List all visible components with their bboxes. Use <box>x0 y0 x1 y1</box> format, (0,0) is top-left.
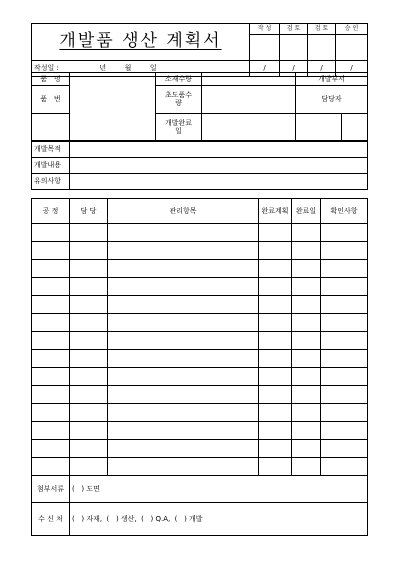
plan-cell-check[interactable] <box>321 386 368 404</box>
plan-cell-planned[interactable] <box>259 422 292 440</box>
plan-cell-planned[interactable] <box>259 224 292 242</box>
plan-cell-done-date[interactable] <box>292 368 321 386</box>
plan-table-row <box>32 350 368 368</box>
plan-cell-items[interactable] <box>108 350 259 368</box>
attach-label: 첨부서류 <box>32 476 70 503</box>
material-qty-label: 소재수량 <box>156 73 202 86</box>
plan-header-owner: 담 당 <box>70 199 108 224</box>
plan-table-row <box>32 278 368 296</box>
plan-cell-process[interactable] <box>32 242 70 260</box>
plan-cell-owner[interactable] <box>70 404 108 422</box>
plan-cell-check[interactable] <box>321 314 368 332</box>
plan-table-header-row <box>32 199 368 224</box>
purpose-value[interactable] <box>70 142 368 158</box>
plan-cell-owner[interactable] <box>70 386 108 404</box>
plan-cell-done-date[interactable] <box>292 458 321 476</box>
plan-table-body <box>32 224 368 476</box>
plan-cell-check[interactable] <box>321 422 368 440</box>
approval-sign-written[interactable] <box>250 35 280 61</box>
plan-cell-planned[interactable] <box>259 242 292 260</box>
approval-date-approve[interactable]: / <box>336 61 368 77</box>
plan-cell-items[interactable] <box>108 458 259 476</box>
plan-cell-owner[interactable] <box>70 440 108 458</box>
plan-cell-items[interactable] <box>108 314 259 332</box>
plan-table-row <box>32 332 368 350</box>
plan-cell-planned[interactable] <box>259 296 292 314</box>
plan-cell-owner[interactable] <box>70 422 108 440</box>
plan-cell-planned[interactable] <box>259 314 292 332</box>
plan-cell-planned[interactable] <box>259 260 292 278</box>
plan-cell-done-date[interactable] <box>292 350 321 368</box>
plan-table-row <box>32 314 368 332</box>
plan-cell-done-date[interactable] <box>292 296 321 314</box>
plan-cell-planned[interactable] <box>259 332 292 350</box>
plan-cell-items[interactable] <box>108 296 259 314</box>
plan-cell-check[interactable] <box>321 350 368 368</box>
plan-cell-check[interactable] <box>321 278 368 296</box>
plan-table-row <box>32 224 368 242</box>
plan-cell-done-date[interactable] <box>292 422 321 440</box>
plan-cell-planned[interactable] <box>259 458 292 476</box>
plan-cell-process[interactable] <box>32 458 70 476</box>
plan-cell-check[interactable] <box>321 260 368 278</box>
product-info-table <box>31 72 368 141</box>
plan-cell-items[interactable] <box>108 368 259 386</box>
plan-cell-items[interactable] <box>108 260 259 278</box>
content-label: 개발내용 <box>32 158 70 174</box>
document-title-cell <box>32 24 250 61</box>
approval-sign-review-2[interactable] <box>308 35 336 61</box>
plan-table-row <box>32 458 368 476</box>
plan-cell-items[interactable] <box>108 332 259 350</box>
written-date-month: 월 <box>124 64 132 73</box>
initial-qty-label: 초도품수량 <box>156 85 202 113</box>
plan-cell-owner[interactable] <box>70 350 108 368</box>
product-no-label: 품 번 <box>32 85 70 113</box>
plan-cell-check[interactable] <box>321 440 368 458</box>
plan-table-row <box>32 242 368 260</box>
approval-header-review-1: 검 토 <box>280 24 308 35</box>
plan-cell-planned[interactable] <box>259 350 292 368</box>
plan-cell-planned[interactable] <box>259 368 292 386</box>
caution-label: 유의사항 <box>32 174 70 190</box>
purpose-label: 개발목적 <box>32 142 70 158</box>
recipient-value[interactable]: ( ) 자재, ( ) 생산, ( ) Q.A, ( ) 개발 <box>70 503 368 536</box>
plan-header-process: 공 정 <box>32 199 70 224</box>
plan-cell-done-date[interactable] <box>292 386 321 404</box>
approval-header-written: 작 성 <box>250 24 280 35</box>
caution-value[interactable] <box>70 174 368 190</box>
plan-cell-items[interactable] <box>108 440 259 458</box>
approval-sign-review-1[interactable] <box>280 35 308 61</box>
written-date-label: 작성일 : <box>34 64 59 73</box>
recipient-label: 수 신 처 <box>32 503 70 536</box>
plan-cell-done-date[interactable] <box>292 224 321 242</box>
written-date-year: 년 <box>99 64 107 73</box>
dev-dept-label: 개발부서 <box>296 73 368 86</box>
plan-header-check: 확인사항 <box>321 199 368 224</box>
plan-cell-items[interactable] <box>108 386 259 404</box>
plan-table-row <box>32 260 368 278</box>
plan-cell-done-date[interactable] <box>292 332 321 350</box>
plan-cell-items[interactable] <box>108 224 259 242</box>
plan-cell-planned[interactable] <box>259 440 292 458</box>
plan-table-row <box>32 296 368 314</box>
manager-label: 담당자 <box>296 85 368 113</box>
approval-date-review-1[interactable]: / <box>280 61 308 77</box>
plan-cell-items[interactable] <box>108 404 259 422</box>
plan-cell-process[interactable] <box>32 350 70 368</box>
plan-cell-items[interactable] <box>108 278 259 296</box>
written-date-day: 일 <box>149 64 157 73</box>
plan-cell-process[interactable] <box>32 332 70 350</box>
header-table <box>31 23 368 77</box>
plan-table-row <box>32 422 368 440</box>
dev-done-label: 개발완료일 <box>156 114 202 141</box>
plan-cell-process[interactable] <box>32 440 70 458</box>
product-name-label: 품 명 <box>32 73 70 86</box>
material-qty-value[interactable] <box>202 73 296 86</box>
plan-cell-planned[interactable] <box>259 404 292 422</box>
plan-cell-process[interactable] <box>32 422 70 440</box>
attach-value[interactable]: ( ) 도면 <box>70 476 368 503</box>
initial-qty-value[interactable] <box>202 85 296 113</box>
plan-cell-check[interactable] <box>321 368 368 386</box>
plan-cell-process[interactable] <box>32 314 70 332</box>
plan-cell-check[interactable] <box>321 224 368 242</box>
plan-cell-process[interactable] <box>32 260 70 278</box>
plan-cell-done-date[interactable] <box>292 440 321 458</box>
plan-cell-owner[interactable] <box>70 368 108 386</box>
plan-cell-done-date[interactable] <box>292 242 321 260</box>
document-title: 개발품 생산 계획서 <box>59 31 222 52</box>
plan-cell-planned[interactable] <box>259 278 292 296</box>
plan-cell-owner[interactable] <box>70 242 108 260</box>
plan-cell-items[interactable] <box>108 242 259 260</box>
plan-cell-planned[interactable] <box>259 386 292 404</box>
dev-done-value[interactable] <box>202 114 296 141</box>
manager-value[interactable] <box>296 114 342 141</box>
plan-cell-owner[interactable] <box>70 278 108 296</box>
plan-table-row <box>32 368 368 386</box>
approval-date-review-2[interactable]: / <box>308 61 336 77</box>
plan-cell-owner[interactable] <box>70 296 108 314</box>
plan-cell-check[interactable] <box>321 242 368 260</box>
plan-cell-done-date[interactable] <box>292 278 321 296</box>
plan-cell-process[interactable] <box>32 368 70 386</box>
plan-cell-process[interactable] <box>32 224 70 242</box>
content-value[interactable] <box>70 158 368 174</box>
product-name-value[interactable] <box>70 73 156 141</box>
plan-cell-owner[interactable] <box>70 224 108 242</box>
plan-table-row <box>32 440 368 458</box>
approval-header-review-2: 검 토 <box>308 24 336 35</box>
plan-table-row <box>32 386 368 404</box>
approval-date-written[interactable]: / <box>250 61 280 77</box>
plan-cell-owner[interactable] <box>70 332 108 350</box>
plan-cell-process[interactable] <box>32 404 70 422</box>
plan-cell-check[interactable] <box>321 458 368 476</box>
approval-sign-approve[interactable] <box>336 35 368 61</box>
plan-cell-check[interactable] <box>321 404 368 422</box>
plan-header-items: 관리항목 <box>108 199 259 224</box>
plan-header-done-date: 완료일 <box>292 199 321 224</box>
plan-cell-done-date[interactable] <box>292 314 321 332</box>
plan-header-planned: 완료계획 <box>259 199 292 224</box>
plan-cell-owner[interactable] <box>70 458 108 476</box>
manager-extra[interactable] <box>342 114 368 141</box>
notes-table <box>31 141 368 190</box>
plan-cell-process[interactable] <box>32 278 70 296</box>
plan-table <box>31 198 368 476</box>
plan-cell-process[interactable] <box>32 386 70 404</box>
plan-cell-process[interactable] <box>32 296 70 314</box>
plan-cell-owner[interactable] <box>70 260 108 278</box>
plan-table-row <box>32 404 368 422</box>
footer-table <box>31 475 368 536</box>
plan-cell-done-date[interactable] <box>292 404 321 422</box>
plan-cell-owner[interactable] <box>70 314 108 332</box>
approval-header-approve: 승 인 <box>336 24 368 35</box>
plan-cell-done-date[interactable] <box>292 260 321 278</box>
product-extra-label <box>32 114 70 141</box>
plan-cell-check[interactable] <box>321 296 368 314</box>
plan-cell-items[interactable] <box>108 422 259 440</box>
plan-cell-check[interactable] <box>321 332 368 350</box>
